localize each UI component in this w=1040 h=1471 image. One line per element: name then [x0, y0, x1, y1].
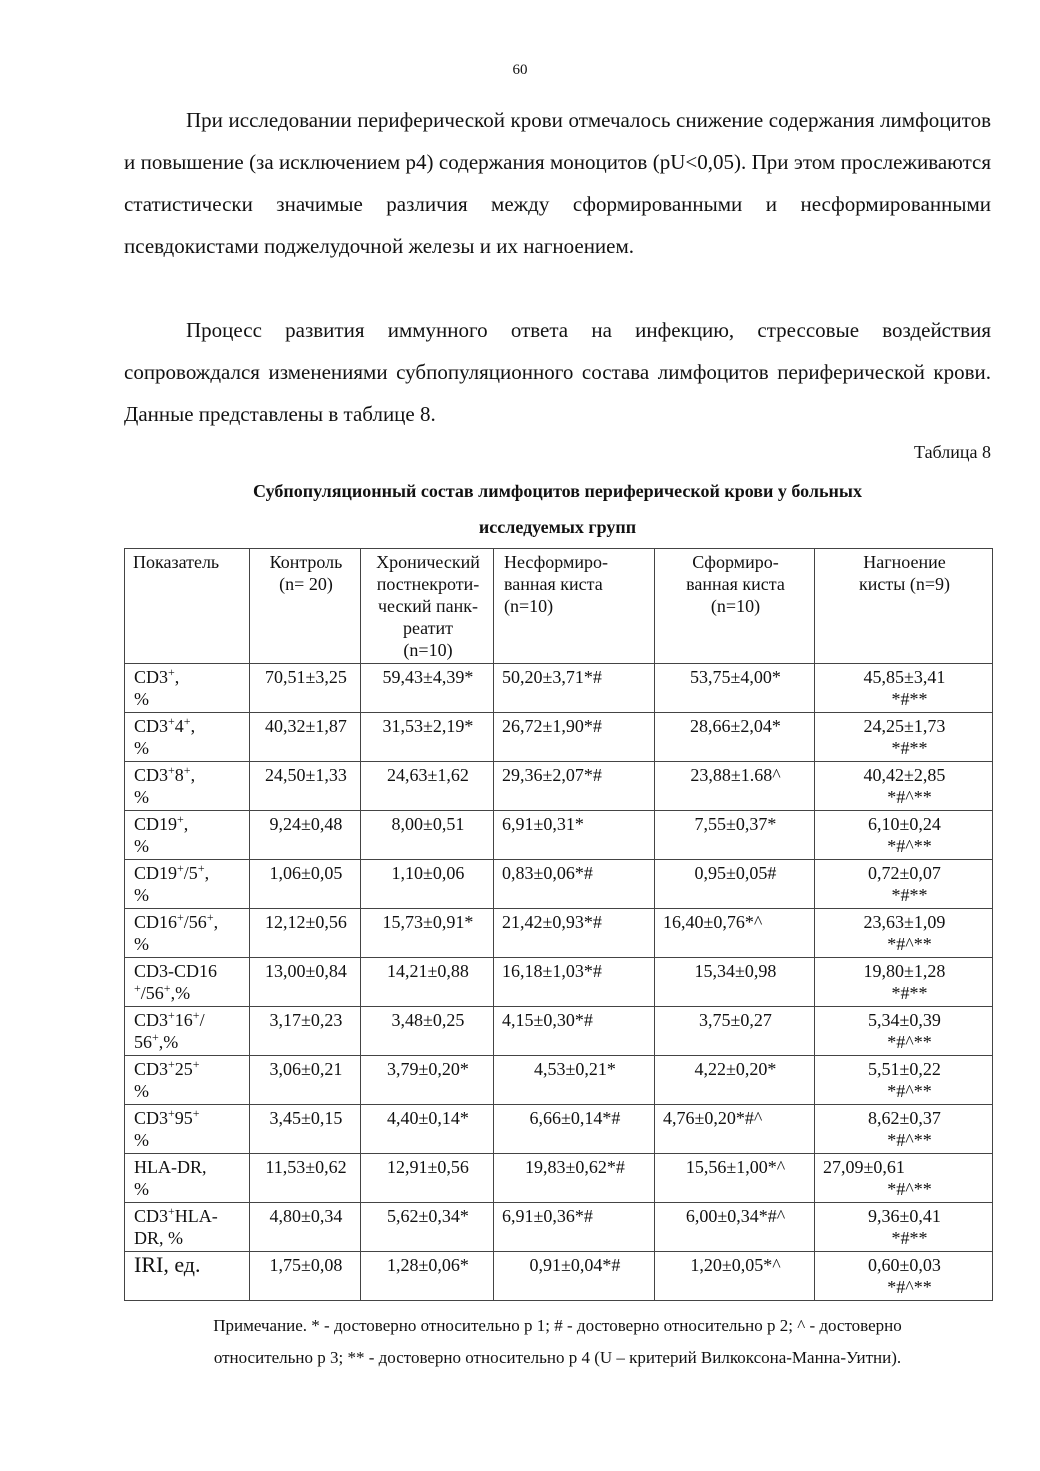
cell-formed: 4,76±0,20*#^: [655, 1105, 815, 1154]
table-row: [125, 860, 993, 909]
cell-formed: 0,95±0,05#: [655, 860, 815, 909]
suppuration-significance: *#^**: [887, 1081, 932, 1101]
table-row: [125, 1203, 993, 1252]
table-row: [125, 958, 993, 1007]
cell-chronic: 24,63±1,62: [361, 762, 494, 811]
superscript: +: [197, 861, 205, 875]
superscript: +: [168, 1204, 175, 1218]
indicator-text: CD19: [134, 814, 178, 834]
indicator-text: ,%: [158, 1032, 179, 1052]
cell-unformed: 6,66±0,14*#: [494, 1105, 655, 1154]
cell-suppuration: [815, 811, 993, 860]
paragraph-2-text: Процесс развития иммунного ответа на инфекцию, стрессовые воздействия сопровождался изменениями субпопуляционного состава лимфоцитов периферической крови. Данные представлены в таблице 8.: [124, 318, 991, 426]
table-label: Таблица 8: [914, 442, 991, 462]
paragraph-1: [124, 99, 991, 267]
cell-unformed: 0,83±0,06*#: [494, 860, 655, 909]
cell-indicator: [125, 811, 250, 860]
header-indicator: Показатель: [125, 549, 250, 664]
suppuration-value: 8,62±0,37: [868, 1108, 941, 1128]
indicator-unit: DR, %: [134, 1228, 183, 1248]
cell-suppuration: [815, 1105, 993, 1154]
suppuration-significance: *#^**: [887, 1277, 932, 1297]
cell-indicator: [125, 1154, 250, 1203]
indicator-text: ,%: [170, 983, 191, 1003]
indicator-text: 16: [174, 1010, 193, 1030]
indicator-text: CD16: [134, 912, 178, 932]
paragraph-1-text: При исследовании периферической крови отмечалось снижение содержания лимфоцитов и повышение (за исключением р4) содержания моноцитов (pU<0,05). При этом прослеживаются статистически значимые различия между сформированными и несформированными псевдокистами поджелудочной железы и их нагноением.: [124, 108, 991, 258]
cell-chronic: 5,62±0,34*: [361, 1203, 494, 1252]
indicator-text: ,: [190, 765, 196, 785]
suppuration-significance: *#**: [891, 983, 928, 1003]
cell-formed: 7,55±0,37*: [655, 811, 815, 860]
indicator-text: /5: [183, 863, 198, 883]
suppuration-significance: *#^**: [887, 934, 932, 954]
cell-control: 1,75±0,08: [250, 1252, 361, 1301]
cell-indicator: [125, 1007, 250, 1056]
indicator-text: CD3: [134, 1108, 169, 1128]
cell-indicator: [125, 860, 250, 909]
superscript: +: [206, 910, 214, 924]
header-suppuration: Нагноение кисты (n=9): [815, 549, 993, 664]
suppuration-value: 27,09±0,61: [823, 1157, 905, 1177]
header-chronic: Хронический постнекроти- ческий панк- реатит (n=10): [361, 549, 494, 664]
table-caption-line-1: Субпопуляционный состав лимфоцитов периферической крови у больных: [253, 481, 862, 501]
indicator-unit: %: [134, 1179, 149, 1199]
cell-unformed: 26,72±1,90*#: [494, 713, 655, 762]
cell-indicator: [125, 1252, 250, 1301]
superscript: +: [168, 1008, 175, 1022]
table-row: [125, 713, 993, 762]
cell-control: 3,45±0,15: [250, 1105, 361, 1154]
suppuration-value: 5,51±0,22: [868, 1059, 941, 1079]
table-header-row: [125, 549, 993, 664]
suppuration-value: 45,85±3,41: [863, 667, 946, 687]
superscript: +: [177, 861, 184, 875]
superscript: +: [168, 714, 175, 728]
indicator-unit: %: [134, 934, 149, 954]
superscript: +: [168, 763, 175, 777]
cell-formed: 1,20±0,05*^: [655, 1252, 815, 1301]
indicator-unit: %: [134, 689, 149, 709]
superscript: +: [183, 714, 191, 728]
cell-chronic: 14,21±0,88: [361, 958, 494, 1007]
table-note: [124, 1310, 991, 1374]
table-row: [125, 664, 993, 713]
cell-unformed: 4,53±0,21*: [494, 1056, 655, 1105]
cell-unformed: 6,91±0,36*#: [494, 1203, 655, 1252]
indicator-text: 8: [174, 765, 184, 785]
suppuration-value: 19,80±1,28: [863, 961, 946, 981]
suppuration-significance: *#**: [891, 738, 928, 758]
indicator-text: CD3: [134, 716, 169, 736]
cell-indicator: [125, 664, 250, 713]
cell-chronic: 59,43±4,39*: [361, 664, 494, 713]
suppuration-value: 0,72±0,07: [868, 863, 941, 883]
cell-formed: 53,75±4,00*: [655, 664, 815, 713]
cell-chronic: 8,00±0,51: [361, 811, 494, 860]
cell-formed: 3,75±0,27: [655, 1007, 815, 1056]
indicator-text: CD3-CD16: [134, 961, 218, 981]
cell-formed: 16,40±0,76*^: [655, 909, 815, 958]
superscript: +: [192, 1106, 200, 1120]
superscript: +: [192, 1008, 200, 1022]
cell-formed: 23,88±1.68^: [655, 762, 815, 811]
indicator-text: IRI, ед.: [134, 1252, 201, 1277]
cell-chronic: 4,40±0,14*: [361, 1105, 494, 1154]
cell-control: 1,06±0,05: [250, 860, 361, 909]
indicator-text: ,: [204, 863, 210, 883]
cell-chronic: 1,28±0,06*: [361, 1252, 494, 1301]
suppuration-significance: *#**: [891, 689, 928, 709]
indicator-text: CD3: [134, 1059, 169, 1079]
superscript: +: [183, 763, 191, 777]
cell-indicator: [125, 762, 250, 811]
cell-formed: 15,56±1,00*^: [655, 1154, 815, 1203]
indicator-unit: %: [134, 1081, 149, 1101]
table-row: [125, 1252, 993, 1301]
cell-unformed: 16,18±1,03*#: [494, 958, 655, 1007]
cell-control: 3,17±0,23: [250, 1007, 361, 1056]
cell-control: 70,51±3,25: [250, 664, 361, 713]
cell-formed: 15,34±0,98: [655, 958, 815, 1007]
cell-suppuration: [815, 909, 993, 958]
indicator-text: 25: [174, 1059, 193, 1079]
cell-unformed: 29,36±2,07*#: [494, 762, 655, 811]
cell-unformed: 6,91±0,31*: [494, 811, 655, 860]
suppuration-significance: *#^**: [887, 836, 932, 856]
indicator-unit: %: [134, 1130, 149, 1150]
cell-formed: 4,22±0,20*: [655, 1056, 815, 1105]
table-row: [125, 811, 993, 860]
cell-suppuration: [815, 664, 993, 713]
cell-unformed: 19,83±0,62*#: [494, 1154, 655, 1203]
table-note-line-2: относительно р 3; ** - достоверно относительно р 4 (U – критерий Вилкоксона-Манна-Уитни).: [213, 1348, 902, 1367]
page-number: 60: [512, 62, 528, 78]
cell-unformed: 0,91±0,04*#: [494, 1252, 655, 1301]
suppuration-value: 24,25±1,73: [863, 716, 946, 736]
cell-suppuration: [815, 860, 993, 909]
suppuration-significance: *#^**: [887, 787, 932, 807]
cell-control: 24,50±1,33: [250, 762, 361, 811]
cell-control: 11,53±0,62: [250, 1154, 361, 1203]
cell-control: 12,12±0,56: [250, 909, 361, 958]
cell-suppuration: [815, 762, 993, 811]
indicator-text: ,: [174, 667, 180, 687]
indicator-unit: %: [134, 738, 149, 758]
superscript: +: [177, 910, 184, 924]
cell-chronic: 3,48±0,25: [361, 1007, 494, 1056]
header-unformed: Несформиро- ванная киста (n=10): [494, 549, 655, 664]
paragraph-2: [124, 309, 991, 435]
indicator-text: 4: [174, 716, 184, 736]
superscript: +: [168, 1106, 175, 1120]
cell-suppuration: [815, 1056, 993, 1105]
suppuration-significance: *#^**: [887, 1130, 932, 1150]
indicator-text: HLA-: [174, 1206, 218, 1226]
cell-control: 40,32±1,87: [250, 713, 361, 762]
indicator-text: ,: [183, 814, 189, 834]
table-caption-line-2: исследуемых групп: [478, 517, 637, 537]
cell-chronic: 12,91±0,56: [361, 1154, 494, 1203]
indicator-text: CD3: [134, 1010, 169, 1030]
cell-formed: 6,00±0,34*#^: [655, 1203, 815, 1252]
cell-indicator: [125, 1056, 250, 1105]
cell-indicator: [125, 1203, 250, 1252]
indicator-text: /56: [183, 912, 207, 932]
table-row: [125, 762, 993, 811]
cell-indicator: [125, 713, 250, 762]
superscript: +: [152, 1030, 159, 1044]
indicator-unit: %: [134, 787, 149, 807]
header-formed: Сформиро- ванная киста (n=10): [655, 549, 815, 664]
indicator-text: ,: [213, 912, 219, 932]
table-row: [125, 1056, 993, 1105]
cell-chronic: 31,53±2,19*: [361, 713, 494, 762]
data-table: [124, 548, 993, 1301]
table-row: [125, 1154, 993, 1203]
cell-indicator: [125, 958, 250, 1007]
cell-suppuration: [815, 1252, 993, 1301]
cell-suppuration: [815, 1154, 993, 1203]
cell-control: 9,24±0,48: [250, 811, 361, 860]
cell-control: 3,06±0,21: [250, 1056, 361, 1105]
superscript: +: [163, 981, 171, 995]
suppuration-significance: *#**: [891, 885, 928, 905]
cell-suppuration: [815, 1203, 993, 1252]
cell-suppuration: [815, 1007, 993, 1056]
superscript: +: [177, 812, 184, 826]
table-row: [125, 1105, 993, 1154]
indicator-text: CD19: [134, 863, 178, 883]
table-body: [125, 664, 993, 1301]
cell-chronic: 3,79±0,20*: [361, 1056, 494, 1105]
indicator-text: HLA-DR,: [134, 1157, 207, 1177]
superscript: +: [134, 981, 141, 995]
suppuration-value: 40,42±2,85: [863, 765, 946, 785]
suppuration-significance: *#^**: [887, 1032, 932, 1052]
indicator-text: CD3: [134, 1206, 169, 1226]
superscript: +: [168, 1057, 175, 1071]
indicator-text: /56: [140, 983, 164, 1003]
table-row: [125, 1007, 993, 1056]
suppuration-value: 23,63±1,09: [863, 912, 946, 932]
superscript: +: [192, 1057, 200, 1071]
superscript: +: [168, 665, 175, 679]
indicator-unit: %: [134, 836, 149, 856]
cell-chronic: 15,73±0,91*: [361, 909, 494, 958]
cell-control: 13,00±0,84: [250, 958, 361, 1007]
table-note-line-1: Примечание. * - достоверно относительно р 1; # - достоверно относительно р 2; ^ - достоверно: [213, 1316, 902, 1335]
indicator-text: 95: [174, 1108, 193, 1128]
cell-chronic: 1,10±0,06: [361, 860, 494, 909]
cell-unformed: 21,42±0,93*#: [494, 909, 655, 958]
indicator-text: CD3: [134, 765, 169, 785]
cell-suppuration: [815, 958, 993, 1007]
suppuration-value: 9,36±0,41: [868, 1206, 941, 1226]
cell-indicator: [125, 1105, 250, 1154]
suppuration-value: 5,34±0,39: [868, 1010, 941, 1030]
indicator-text: ,: [190, 716, 196, 736]
cell-unformed: 50,20±3,71*#: [494, 664, 655, 713]
suppuration-value: 0,60±0,03: [868, 1255, 941, 1275]
cell-control: 4,80±0,34: [250, 1203, 361, 1252]
cell-formed: 28,66±2,04*: [655, 713, 815, 762]
header-control: Контроль (n= 20): [250, 549, 361, 664]
indicator-unit: %: [134, 885, 149, 905]
suppuration-value: 6,10±0,24: [868, 814, 941, 834]
suppuration-significance: *#**: [891, 1228, 928, 1248]
table-row: [125, 909, 993, 958]
cell-suppuration: [815, 713, 993, 762]
indicator-text: CD3: [134, 667, 169, 687]
cell-unformed: 4,15±0,30*#: [494, 1007, 655, 1056]
suppuration-significance: *#^**: [887, 1179, 932, 1199]
indicator-text: 56: [134, 1032, 152, 1052]
cell-indicator: [125, 909, 250, 958]
indicator-text: /: [199, 1010, 205, 1030]
